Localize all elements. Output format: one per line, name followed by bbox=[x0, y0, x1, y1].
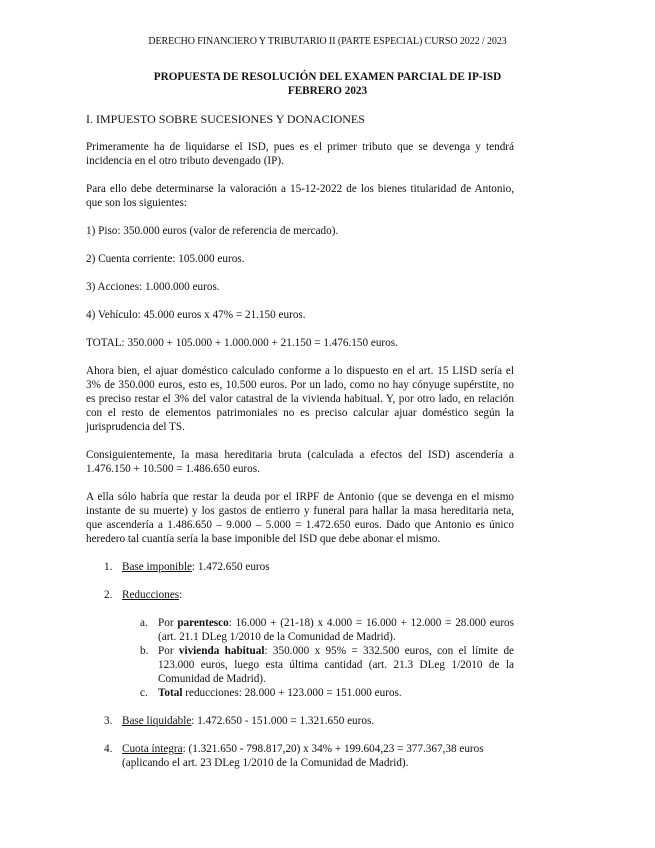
sublist-letter: c. bbox=[140, 687, 148, 699]
paragraph: Consiguientemente, la masa hereditaria bruta (calculada a efectos del ISD) ascendería a 1.476.150 + 10.500 = 1.486.650 euros. bbox=[86, 449, 514, 475]
page-header: DERECHO FINANCIERO Y TRIBUTARIO II (PARTE ESPECIAL) CURSO 2022 / 2023 bbox=[148, 36, 507, 47]
item-text: : 16.000 + (21-18) x 4.000 = 16.000 + 12.000 = 28.000 euros (art. 21.1 DLeg 1/2010 de la Comunidad de Madrid). bbox=[158, 617, 514, 643]
asset-item: 2) Cuenta corriente: 105.000 euros. bbox=[86, 253, 245, 265]
list-number: 4. bbox=[104, 743, 113, 755]
sublist-item-vivienda bbox=[122, 644, 514, 686]
asset-item: 1) Piso: 350.000 euros (valor de referencia de mercado). bbox=[86, 225, 339, 237]
item-label: Base liquidable bbox=[122, 715, 192, 727]
item-text: : 350.000 x 95% = 332.500 euros, con el límite de 123.000 euros, luego esta última cantidad (art. 21.3 DLeg 1/2010 de la Comunidad de Madrid). bbox=[158, 645, 515, 685]
paragraph: Para ello debe determinarse la valoración a 15-12-2022 de los bienes titularidad de Antonio, que son los siguientes: bbox=[86, 183, 514, 209]
list-item-reducciones bbox=[86, 588, 514, 700]
title-line-2: FEBRERO 2023 bbox=[287, 85, 368, 97]
total-line: TOTAL: 350.000 + 105.000 + 1.000.000 + 21.150 = 1.476.150 euros. bbox=[86, 337, 398, 349]
item-label: Reducciones bbox=[122, 589, 180, 601]
paragraph: Primeramente ha de liquidarse el ISD, pues es el primer tributo que se devenga y tendrá incidencia en el otro tributo devengado (IP). bbox=[86, 141, 514, 167]
list-number: 1. bbox=[104, 561, 113, 573]
item-label: Base imponible bbox=[122, 561, 192, 573]
reductions-sublist bbox=[122, 616, 514, 700]
item-label: Cuota íntegra bbox=[122, 743, 183, 755]
sublist-item-parentesco bbox=[122, 616, 514, 644]
list-item-base-liquidable bbox=[86, 714, 514, 728]
asset-item: 3) Acciones: 1.000.000 euros. bbox=[86, 281, 220, 293]
asset-item: 4) Vehículo: 45.000 euros x 47% = 21.150 euros. bbox=[86, 309, 306, 321]
item-prefix: Por bbox=[158, 645, 179, 657]
sublist-item-total bbox=[122, 686, 514, 700]
document-title bbox=[60, 70, 595, 98]
sublist-letter: a. bbox=[140, 617, 148, 629]
section-heading: I. IMPUESTO SOBRE SUCESIONES Y DONACIONES bbox=[86, 112, 365, 126]
sublist-letter: b. bbox=[140, 645, 149, 657]
item-bold: vivienda habitual bbox=[178, 645, 265, 657]
item-text: : bbox=[179, 589, 183, 601]
item-text: : 1.472.650 euros bbox=[191, 561, 270, 573]
title-line-1: PROPUESTA DE RESOLUCIÓN DEL EXAMEN PARCIAL DE IP-ISD bbox=[153, 71, 502, 83]
item-text: : (1.321.650 - 798.817,20) x 34% + 199.604,23 = 377.367,38 euros (aplicando el art. 23 DLeg 1/2010 de la Comunidad de Madrid). bbox=[122, 743, 484, 769]
list-number: 3. bbox=[104, 715, 113, 727]
item-prefix: Por bbox=[158, 617, 178, 629]
list-item-cuota-integra bbox=[86, 742, 514, 770]
paragraph: Ahora bien, el ajuar doméstico calculado conforme a lo dispuesto en el art. 15 LISD sería el 3% de 350.000 euros, esto es, 10.500 euros. Por un lado, como no hay cónyuge supérstite, no es preciso restar el 3% del valor catastral de la vivienda habitual. Y, por otro lado, en relación con el resto de elementos patrimoniales no es preciso calcular ajuar doméstico según la jurisprudencia del TS. bbox=[86, 365, 514, 433]
item-text: reducciones: 28.000 + 123.000 = 151.000 euros. bbox=[182, 687, 402, 699]
item-text: : 1.472.650 - 151.000 = 1.321.650 euros. bbox=[191, 715, 375, 727]
list-number: 2. bbox=[104, 589, 113, 601]
item-bold: Total bbox=[158, 687, 183, 699]
calculation-list bbox=[86, 560, 514, 770]
document-body bbox=[86, 112, 514, 784]
list-item-base-imponible bbox=[86, 560, 514, 574]
paragraph: A ella sólo habría que restar la deuda por el IRPF de Antonio (que se devenga en el mismo instante de su muerte) y los gastos de entierro y funeral para hallar la masa hereditaria neta, que ascendería a 1.486.650 – 9.000 – 5.000 = 1.472.650 euros. Dado que Antonio es único heredero tal cuantía sería la base imponible del ISD que debe abonar el mismo. bbox=[86, 491, 514, 545]
item-bold: parentesco bbox=[177, 617, 229, 629]
